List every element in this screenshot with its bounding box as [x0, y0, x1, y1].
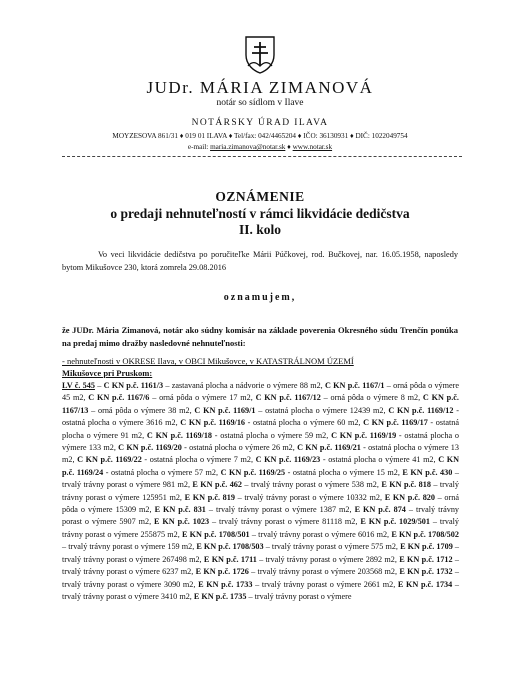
parcel-description: - ostatná plocha o výmere 91 m2, — [62, 418, 459, 440]
header-divider — [62, 156, 462, 157]
parcel-number: C KN p.č. 1167/1 — [325, 381, 385, 390]
intro-paragraph — [62, 249, 458, 274]
parcel-description: - ostatná plocha o výmere 3616 m2, — [62, 405, 459, 428]
parcel-description: - ostatná plocha o výmere 60 m2, — [245, 418, 364, 428]
email-link[interactable]: maria.zimanova@notar.sk — [210, 143, 286, 151]
parcel-number: C KN p.č. 1169/16 — [180, 418, 246, 428]
parcel-description: – trvalý trávny porast o výmere 1387 m2, — [205, 505, 355, 515]
parcel-description: – orná pôda o výmere 8 m2, — [320, 393, 423, 403]
parcel-description: – trvalý trávny porast o výmere 6237 m2, — [62, 554, 460, 577]
parcel-number: E KN p.č. 1732 — [399, 567, 453, 577]
parcel-description: – orná pôda o výmere 38 m2, — [88, 405, 195, 415]
parcel-description: - ostatná plocha o výmere 133 m2, — [62, 430, 459, 453]
contact-address: MOYZESOVA 861/31 ♦ 019 01 ILAVA ♦ Tel/fax: 042/4465204 ♦ IČO: 36130931 ♦ DIČ: 1022049754 — [112, 132, 408, 140]
parcel-number: E KN p.č. 1735 — [193, 591, 247, 601]
contact-web — [0, 143, 520, 151]
parcel-description: – trvalý trávny porast o výmere 2661 m2, — [252, 579, 398, 589]
parcel-number: E KN p.č. 462 — [192, 480, 242, 490]
parcel-number: C KN p.č. 1169/24 — [62, 455, 459, 477]
parcel-description: – orná pôda o výmere 45 m2, — [62, 381, 460, 403]
parcel-description: – ostatná plocha o výmere 12439 m2, — [255, 405, 389, 415]
parcel-description: – trvalý trávny porast o výmere 125951 m2, — [62, 480, 459, 502]
parcel-number: C KN p.č. 1169/25 — [220, 467, 286, 477]
parcel-number: E KN p.č. 820 — [384, 492, 435, 502]
parcel-number: C KN p.č. 1169/17 — [363, 418, 428, 428]
parcel-description: – trvalý trávny porast o výmere 10332 m2, — [234, 492, 385, 502]
parcel-description: - ostatná plocha o výmere 15 m2, — [285, 467, 403, 477]
website-link[interactable]: www.notar.sk — [292, 143, 333, 151]
parcel-description: – trvalý trávny porast o výmere 159 m2, — [62, 542, 197, 552]
notary-seat: notár so sídlom v Ilave — [216, 98, 304, 108]
parcel-number: C KN p.č. 1169/12 — [388, 405, 454, 415]
email-label: e-mail: — [187, 143, 211, 151]
document-title: OZNÁMENIE — [215, 189, 305, 204]
parcel-number: C KN p.č. 1169/23 — [255, 455, 321, 465]
parcel-description: – trvalý trávny porast o výmere — [246, 591, 352, 601]
parcel-description: – trvalý trávny porast o výmere 5907 m2, — [62, 505, 460, 527]
notary-name: JUDr. MÁRIA ZIMANOVÁ — [146, 78, 374, 97]
parcel-number: E KN p.č. 1733 — [198, 579, 253, 589]
parcel-number: C KN p.č. 1167/6 — [88, 393, 150, 403]
parcel-number: E KN p.č. 1708/503 — [196, 542, 264, 552]
parcel-number: C KN p.č. 1161/3 — [103, 381, 164, 390]
parcel-number: E KN p.č. 1711 — [203, 554, 257, 564]
parcel-number: C KN p.č. 1169/19 — [331, 430, 397, 440]
parcel-number: C KN p.č. 1169/1 — [194, 405, 256, 415]
parcel-number: E KN p.č. 1023 — [154, 517, 210, 527]
parcel-number: E KN p.č. 1708/501 — [182, 529, 250, 539]
parcel-description: – trvalý trávny porast o výmere 255875 m2, — [62, 517, 459, 539]
parcel-description: – orná pôda o výmere 17 m2, — [149, 393, 256, 403]
parcel-number: C KN p.č. 1169/22 — [77, 455, 142, 465]
state-coat-of-arms-icon — [244, 35, 276, 75]
lead-paragraph: že JUDr. Mária Zimanová, notár ako súdny komisár na základe poverenia Okresného súdu Trenčín ponúka na predaj mimo dražby nasledovné nehnuteľnosti: — [62, 325, 458, 348]
cadastral-area: Mikušovce pri Pruskom: — [62, 367, 153, 378]
property-location — [62, 356, 462, 379]
parcel-description: - ostatná plocha o výmere 13 m2, — [62, 443, 459, 465]
parcel-number: C KN p.č. 1167/13 — [62, 393, 459, 415]
parcel-description: – trvalý trávny porast o výmere 981 m2, — [62, 467, 459, 490]
parcel-number: E KN p.č. 1029/501 — [360, 517, 430, 527]
parcel-number: E KN p.č. 430 — [402, 467, 453, 477]
parcel-description: - ostatná plocha o výmere 7 m2, — [141, 455, 256, 465]
parcel-number: E KN p.č. 819 — [184, 492, 235, 502]
parcel-number: E KN p.č. 831 — [154, 505, 206, 515]
parcel-description: – orná pôda o výmere 15309 m2, — [62, 492, 459, 515]
parcel-description: – trvalý trávny porast o výmere 3410 m2, — [62, 579, 459, 601]
document-subtitle: o predaji nehnuteľností v rámci likvidácie dedičstva — [110, 206, 410, 221]
parcel-description: – trvalý trávny porast o výmere 203568 m2, — [248, 567, 400, 577]
parcel-number: C KN p.č. 1167/12 — [255, 393, 321, 403]
announcement: oznamujem, — [223, 292, 297, 303]
parcel-description: - ostatná plocha o výmere 41 m2, — [320, 455, 439, 465]
parcel-list — [62, 380, 459, 603]
location-line: - nehnuteľnosti v OKRESE Ilava, v OBCI Mikušovce, v KATASTRÁLNOM ÚZEMÍ — [62, 356, 354, 366]
parcel-description: – trvalý trávny porast o výmere 81118 m2, — [209, 517, 361, 527]
round-label: II. kolo — [238, 222, 282, 237]
parcel-description: – trvalý trávny porast o výmere 575 m2, — [263, 542, 401, 552]
parcel-number: E KN p.č. 1726 — [195, 567, 249, 577]
parcel-number: C KN p.č. 1169/18 — [146, 430, 213, 440]
ownership-sheet-number: LV č. 545 — [62, 381, 95, 390]
parcel-description: – trvalý trávny porast o výmere 267498 m2, — [62, 542, 459, 564]
parcel-description: – trvalý trávny porast o výmere 2892 m2, — [256, 554, 400, 564]
parcel-number: E KN p.č. 1734 — [397, 579, 453, 589]
parcel-number: E KN p.č. 1712 — [399, 554, 453, 564]
parcel-description: - ostatná plocha o výmere 26 m2, — [181, 443, 298, 453]
parcel-number: E KN p.č. 818 — [381, 480, 431, 490]
intro-text: Vo veci likvidácie dedičstva po poručiteľke Márii Púčkovej, rod. Bučkovej, nar. 16.05.1958, naposledy bytom Mikušovce 230, ktorá zomrela 29.08.2016 — [62, 250, 458, 272]
parcel-description: - ostatná plocha o výmere 59 m2, — [212, 430, 332, 440]
parcel-number: C KN p.č. 1169/21 — [297, 443, 361, 453]
separator: ♦ — [285, 143, 293, 151]
parcel-number: E KN p.č. 1708/502 — [391, 529, 459, 539]
parcel-description: – zastavaná plocha a nádvorie o výmere 88 m2, — [163, 381, 325, 390]
parcel-number: E KN p.č. 1709 — [400, 542, 453, 552]
parcel-description: - ostatná plocha o výmere 57 m2, — [103, 467, 221, 477]
parcel-number: E KN p.č. 874 — [354, 505, 406, 515]
parcel-description: – trvalý trávny porast o výmere 6016 m2, — [249, 529, 392, 539]
office-name: NOTÁRSKY ÚRAD ILAVA — [191, 118, 329, 128]
parcel-number: C KN p.č. 1169/20 — [118, 443, 182, 453]
parcel-description: – — [94, 381, 104, 390]
parcel-description: – trvalý trávny porast o výmere 3090 m2, — [62, 567, 459, 589]
parcel-description: – trvalý trávny porast o výmere 538 m2, — [242, 480, 382, 490]
